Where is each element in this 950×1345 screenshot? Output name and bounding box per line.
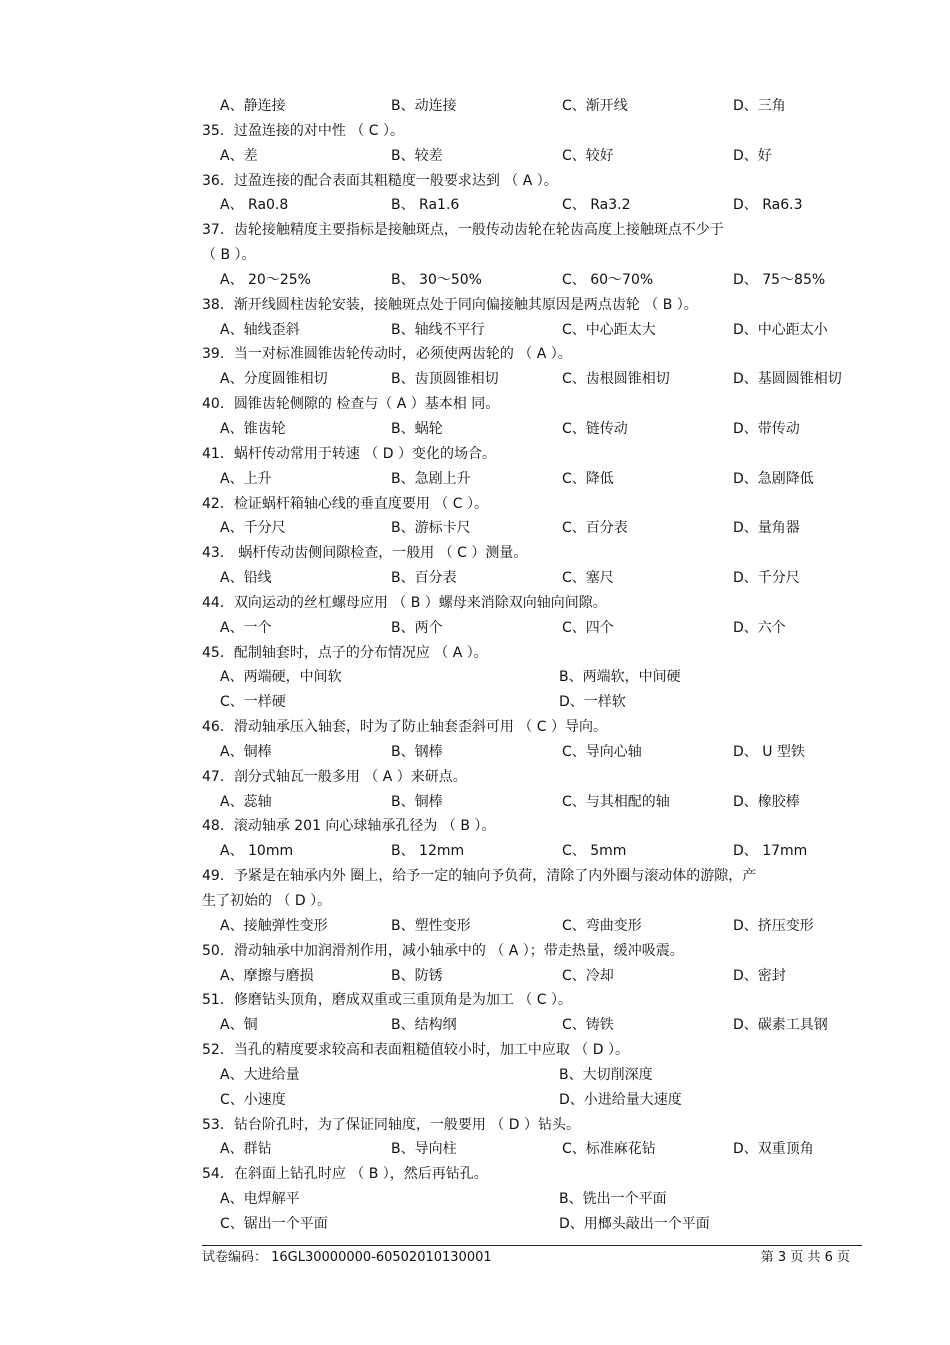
option-a: C、锯出一个平面 bbox=[220, 1215, 328, 1232]
option-b: B、 30～50% bbox=[391, 271, 482, 288]
question-text: 46．滑动轴承压入轴套，时为了防止轴套歪斜可用 （ C ）导向。 bbox=[202, 719, 607, 736]
option-row bbox=[202, 964, 862, 989]
option-b: B、结构纲 bbox=[391, 1017, 457, 1034]
option-a: A、千分尺 bbox=[220, 520, 286, 537]
option-b: D、用榔头敲出一个平面 bbox=[559, 1215, 710, 1232]
option-d: D、中心距太小 bbox=[733, 321, 828, 338]
option-b: B、大切削深度 bbox=[559, 1066, 653, 1083]
question-text: 43． 蜗杆传动齿侧间隙检查，一般用 （ C ）测量。 bbox=[202, 545, 528, 562]
option-d: D、双重顶角 bbox=[733, 1141, 814, 1158]
question-text: 49．予紧是在轴承内外 圈上，给予一定的轴向予负荷，清除了内外圈与滚动体的游隙，产 bbox=[202, 868, 757, 885]
question-text: 53．钻台阶孔时，为了保证同轴度，一般要用 （ D ）钻头。 bbox=[202, 1116, 580, 1133]
option-d: D、千分尺 bbox=[733, 570, 800, 587]
option-a: A、电焊解平 bbox=[220, 1191, 300, 1208]
option-row bbox=[202, 516, 862, 541]
option-b: B、塑性变形 bbox=[391, 917, 471, 934]
option-b: B、较差 bbox=[391, 147, 443, 164]
option-d: D、挤压变形 bbox=[733, 917, 814, 934]
option-b: B、齿顶圆锥相切 bbox=[391, 371, 499, 388]
question-text: 51．修磨钻头顶角，磨成双重或三重顶角是为加工 （ C ）。 bbox=[202, 992, 572, 1009]
option-d: D、三角 bbox=[733, 98, 786, 114]
exam-code: 试卷编码： 16GL30000000-60502010130001 bbox=[202, 1250, 492, 1265]
option-c: C、百分表 bbox=[562, 520, 628, 537]
option-a: A、群钻 bbox=[220, 1141, 272, 1158]
option-row bbox=[202, 839, 862, 864]
option-a: A、锥齿轮 bbox=[220, 420, 286, 437]
option-row bbox=[202, 367, 862, 392]
question-text: 48．滚动轴承 201 向心球轴承孔径为 （ B ）。 bbox=[202, 818, 496, 835]
option-c: C、弯曲变形 bbox=[562, 917, 642, 934]
question-text: 41．蜗杆传动常用于转速 （ D ）变化的场合。 bbox=[202, 445, 496, 462]
option-row bbox=[202, 566, 862, 591]
option-b: B、蜗轮 bbox=[391, 420, 443, 437]
option-c: C、齿根圆锥相切 bbox=[562, 371, 670, 388]
option-c: C、 5mm bbox=[562, 843, 627, 860]
option-c: C、塞尺 bbox=[562, 570, 614, 587]
question-text: 44．双向运动的丝杠螺母应用 （ B ）螺母来消除双向轴向间隙。 bbox=[202, 594, 607, 611]
option-row bbox=[202, 1187, 862, 1212]
option-a: A、摩擦与磨损 bbox=[220, 967, 314, 984]
option-row bbox=[202, 616, 862, 641]
option-c: C、中心距太大 bbox=[562, 321, 656, 338]
option-b: B、 12mm bbox=[391, 843, 465, 860]
option-c: C、铸铁 bbox=[562, 1017, 614, 1034]
option-b: B、两端软，中间硬 bbox=[559, 669, 681, 686]
option-d: D、 75～85% bbox=[733, 271, 826, 288]
option-row bbox=[202, 740, 862, 765]
page-number: 第 3 页 共 6 页 bbox=[760, 1250, 850, 1265]
option-row bbox=[202, 914, 862, 939]
option-d: D、碳素工具钢 bbox=[733, 1017, 828, 1034]
option-d: D、好 bbox=[733, 147, 772, 164]
option-b: B、 Ra1.6 bbox=[391, 197, 460, 214]
option-a: A、轴线歪斜 bbox=[220, 321, 300, 338]
option-d: D、 U 型铁 bbox=[733, 743, 805, 760]
option-a: C、小速度 bbox=[220, 1091, 286, 1108]
option-a: A、 10mm bbox=[220, 843, 294, 860]
option-a: A、大进给量 bbox=[220, 1066, 300, 1083]
option-row bbox=[202, 665, 862, 690]
option-a: A、差 bbox=[220, 147, 258, 164]
option-a: A、 Ra0.8 bbox=[220, 197, 289, 214]
option-d: D、 17mm bbox=[733, 843, 808, 860]
option-c: C、较好 bbox=[562, 147, 614, 164]
option-row bbox=[202, 1013, 862, 1038]
option-c: C、四个 bbox=[562, 619, 614, 636]
option-b: B、急剧上升 bbox=[391, 470, 471, 487]
option-b: B、防锈 bbox=[391, 967, 443, 984]
option-b: B、动连接 bbox=[391, 98, 457, 114]
option-a: A、铜棒 bbox=[220, 743, 272, 760]
question-text: 38．渐开线圆柱齿轮安装，接触斑点处于同向偏接触其原因是两点齿轮 （ B ）。 bbox=[202, 296, 698, 313]
question-text: 45．配制轴套时，点子的分布情况应 （ A ）。 bbox=[202, 644, 488, 661]
option-c: C、 Ra3.2 bbox=[562, 197, 631, 214]
option-b: B、游标卡尺 bbox=[391, 520, 471, 537]
option-a: A、蕊轴 bbox=[220, 793, 272, 810]
option-a: A、静连接 bbox=[220, 98, 286, 114]
option-d: D、基圆圆锥相切 bbox=[733, 371, 842, 388]
question-text: 36．过盈连接的配合表面其粗糙度一般要求达到 （ A ）。 bbox=[202, 172, 558, 189]
question-text: 35．过盈连接的对中性 （ C ）。 bbox=[202, 122, 404, 139]
question-text: 47．剖分式轴瓦一般多用 （ A ）来研点。 bbox=[202, 768, 467, 785]
option-c: C、渐开线 bbox=[562, 98, 628, 114]
option-c: C、降低 bbox=[562, 470, 614, 487]
option-a: A、铅线 bbox=[220, 570, 272, 587]
question-text: 37．齿轮接触精度主要指标是接触斑点，一般传动齿轮在轮齿高度上接触斑点不少于 bbox=[202, 222, 724, 239]
question-text: 40．圆锥齿轮侧隙的 检查与（ A ）基本相 同。 bbox=[202, 396, 500, 413]
option-b: B、两个 bbox=[391, 619, 443, 636]
option-b: B、钢棒 bbox=[391, 743, 443, 760]
option-a: C、一样硬 bbox=[220, 694, 286, 711]
option-a: A、一个 bbox=[220, 619, 272, 636]
question-text: 42．检证蜗杆箱轴心线的垂直度要用 （ C ）。 bbox=[202, 495, 488, 512]
option-row bbox=[202, 268, 862, 293]
option-b: B、铣出一个平面 bbox=[559, 1191, 667, 1208]
option-b: B、导向柱 bbox=[391, 1141, 457, 1158]
question-text: 52．当孔的精度要求较高和表面粗糙值较小时，加工中应取 （ D ）。 bbox=[202, 1042, 629, 1059]
option-a: A、 20～25% bbox=[220, 271, 311, 288]
option-d: D、量角器 bbox=[733, 520, 800, 537]
option-d: D、 Ra6.3 bbox=[733, 197, 803, 214]
option-c: C、链传动 bbox=[562, 420, 628, 437]
option-row bbox=[202, 94, 862, 119]
option-row bbox=[202, 417, 862, 442]
option-row bbox=[202, 144, 862, 169]
option-b: B、百分表 bbox=[391, 570, 457, 587]
option-row bbox=[202, 1212, 862, 1237]
option-row bbox=[202, 318, 862, 343]
option-b: D、一样软 bbox=[559, 694, 626, 711]
option-d: D、带传动 bbox=[733, 420, 800, 437]
footer-divider bbox=[202, 1245, 862, 1246]
option-row bbox=[202, 790, 862, 815]
question-list bbox=[202, 94, 862, 1237]
question-text: 50．滑动轴承中加润滑剂作用，减小轴承中的 （ A ）；带走热量，缓冲吸震。 bbox=[202, 942, 684, 959]
option-c: C、导向心轴 bbox=[562, 743, 642, 760]
option-b: B、轴线不平行 bbox=[391, 321, 485, 338]
question-text: 54．在斜面上钻孔时应 （ B ），然后再钻孔。 bbox=[202, 1166, 488, 1183]
option-row bbox=[202, 193, 862, 218]
question-text: 生了初始的 （ D ）。 bbox=[202, 893, 332, 909]
option-d: D、六个 bbox=[733, 619, 786, 636]
option-a: A、上升 bbox=[220, 470, 272, 487]
option-d: D、橡胶棒 bbox=[733, 793, 800, 810]
question-text: 39．当一对标准圆锥齿轮传动时，必须使两齿轮的 （ A ）。 bbox=[202, 346, 572, 363]
option-row bbox=[202, 690, 862, 715]
option-c: C、 60～70% bbox=[562, 271, 654, 288]
option-a: A、分度圆锥相切 bbox=[220, 371, 328, 388]
option-c: C、冷却 bbox=[562, 967, 614, 984]
option-d: D、急剧降低 bbox=[733, 470, 814, 487]
option-row bbox=[202, 467, 862, 492]
option-a: A、铜 bbox=[220, 1017, 258, 1034]
option-c: C、标准麻花钻 bbox=[562, 1141, 656, 1158]
question-text: （ B ）。 bbox=[202, 247, 256, 264]
option-b: D、小进给量大速度 bbox=[559, 1091, 682, 1108]
option-row bbox=[202, 1063, 862, 1088]
option-a: A、两端硬，中间软 bbox=[220, 669, 342, 686]
option-row bbox=[202, 1088, 862, 1113]
option-a: A、接触弹性变形 bbox=[220, 917, 328, 934]
option-row bbox=[202, 1137, 862, 1162]
option-c: C、与其相配的轴 bbox=[562, 793, 670, 810]
option-b: B、铜棒 bbox=[391, 793, 443, 810]
option-d: D、密封 bbox=[733, 967, 786, 984]
